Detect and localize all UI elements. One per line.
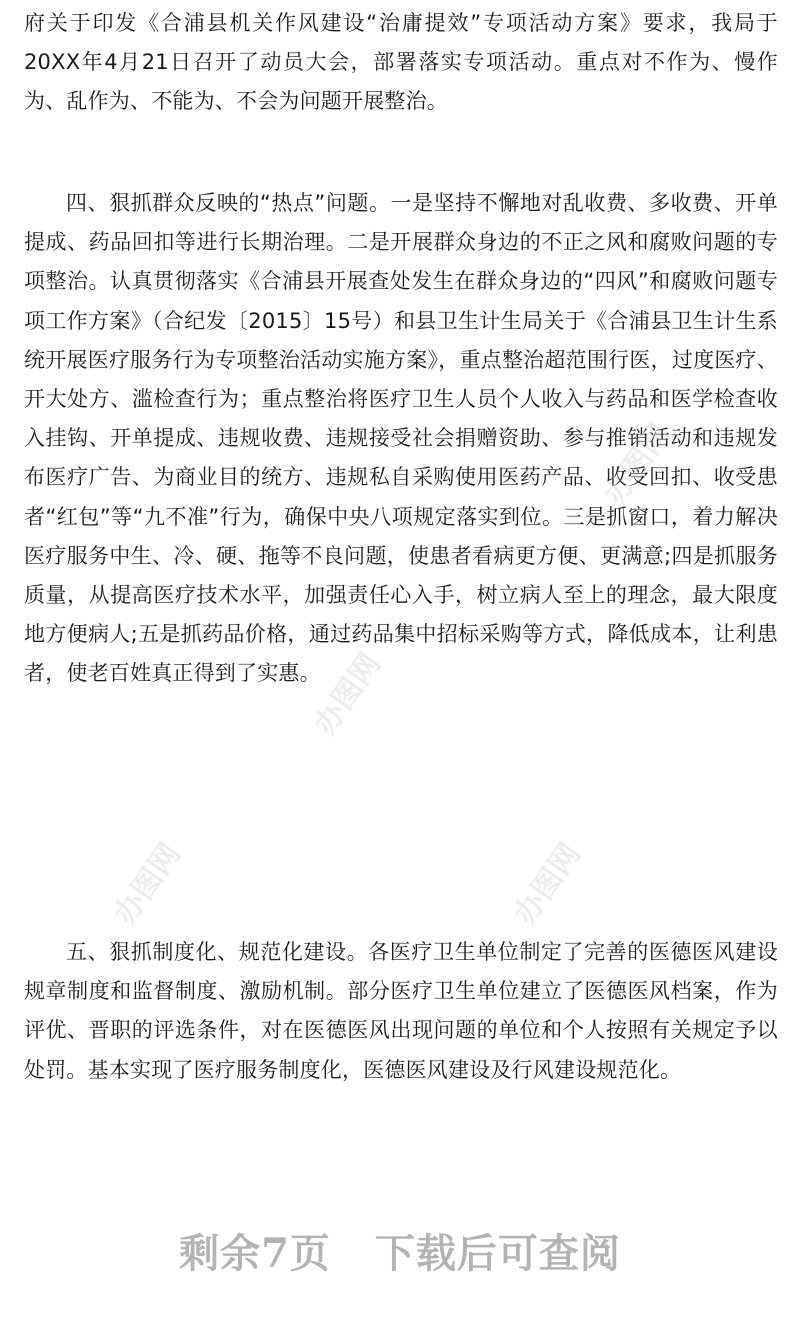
paragraph-2: 四、狠抓群众反映的“热点”问题。一是坚持不懈地对乱收费、多收费、开单提成、药品回扣等进行长期治理。二是开展群众身边的不正之风和腐败问题的专项整治。认真贯彻落实《合浦县开展查处发生在群众身边的“四风”和腐败问题专项工作方案》（合纪发〔2015〕15号）和县卫生计生局关于《合浦县卫生计生系统开展医疗服务行为专项整治活动实施方案》，重点整治超范围行医，过度医疗、开大处方、滥检查行为；重点整治将医疗卫生人员个人收入与药品和医学检查收入挂钩、开单提成、违规收费、违规接受社会捐赠资助、参与推销活动和违规发布医疗广告、为商业目的统方、违规私自采购使用医药产品、收受回扣、收受患者“红包”等“九不准”行为，确保中央八项规定落实到位。三是抓窗口，着力解决医疗服务中生、冷、硬、拖等不良问题，使患者看病更方便、更满意;四是抓服务质量，从提高医疗技术水平，加强责任心入手，树立病人至上的理念，最大限度地方便病人;五是抓药品价格，通过药品集中招标采购等方式，降低成本，让利患者，使老百姓真正得到了实惠。 — [24, 191, 778, 686]
remaining-pages-label: 剩余7页 — [179, 1230, 331, 1277]
download-prompt-banner[interactable] — [0, 1226, 800, 1282]
watermark: 办图网 — [507, 837, 589, 931]
paragraph-1: 府关于印发《合浦县机关作风建设“治庸提效”专项活动方案》要求，我局于20XX年4月21日召开了动员大会，部署落实专项活动。重点对不作为、慢作为、乱作为、不能为、不会为问题开展整治。 — [24, 11, 778, 114]
paragraph-3: 五、狠抓制度化、规范化建设。各医疗卫生单位制定了完善的医德医风建设规章制度和监督制度、激励机制。部分医疗卫生单位建立了医德医风档案，作为评优、晋职的评选条件，对在医德医风出现问题的单位和个人按照有关规定予以处罚。基本实现了医疗服务制度化，医德医风建设及行风建设规范化。 — [24, 940, 778, 1082]
watermark: 办图网 — [307, 647, 389, 741]
download-to-view-label[interactable]: 下载后可查阅 — [374, 1230, 621, 1277]
watermark: 办图网 — [597, 417, 679, 511]
watermark: 办图网 — [107, 837, 189, 931]
